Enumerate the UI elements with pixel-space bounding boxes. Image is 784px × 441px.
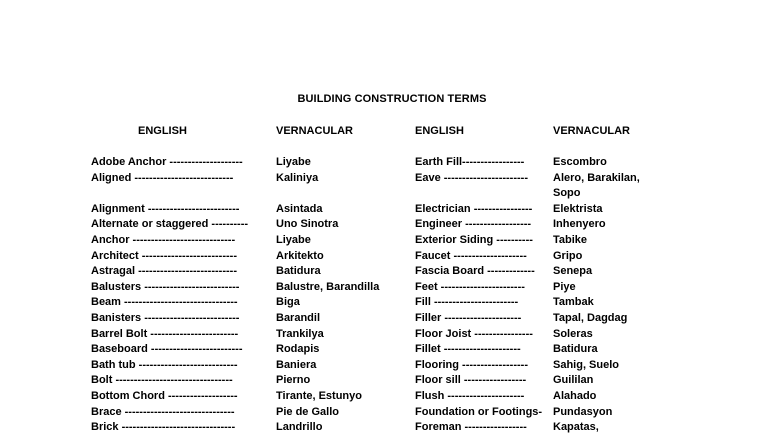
english-term: Beam -------------------------------	[91, 296, 238, 309]
english-term: Bolt --------------------------------	[91, 374, 233, 387]
english-term: Eave -----------------------	[415, 171, 528, 184]
english-term: Architect --------------------------	[91, 249, 237, 262]
english-term: Floor sill -----------------	[415, 374, 527, 387]
vernacular-term: Piye	[553, 280, 576, 293]
vernacular-term: Alero, Barakilan,	[553, 171, 640, 184]
column-header-english-1: ENGLISH	[138, 125, 187, 137]
english-term: Alignment -------------------------	[91, 202, 240, 215]
vernacular-term: Tambak	[553, 296, 594, 309]
english-term: Feet -----------------------	[415, 280, 525, 293]
vernacular-term: Pie de Gallo	[276, 405, 339, 418]
page-title: BUILDING CONSTRUCTION TERMS	[297, 93, 487, 105]
vernacular-term: Rodapis	[276, 343, 320, 356]
vernacular-term: Uno Sinotra	[276, 218, 339, 231]
vernacular-term: Tapal, Dagdag	[553, 311, 628, 324]
vernacular-term: Trankilya	[276, 327, 324, 340]
vernacular-term: Pierno	[276, 374, 311, 387]
vernacular-term: Arkitekto	[276, 249, 324, 262]
vernacular-term: Tirante, Estunyo	[276, 389, 362, 402]
english-term: Faucet --------------------	[415, 249, 527, 262]
vernacular-term: Batidura	[276, 265, 321, 278]
english-term: Balusters --------------------------	[91, 280, 240, 293]
english-term: Astragal ---------------------------	[91, 265, 237, 278]
vernacular-term: Elektrista	[553, 202, 603, 215]
english-terms-column-1	[91, 155, 266, 436]
vernacular-term: Liyabe	[276, 156, 311, 168]
english-term: Flush ---------------------	[415, 389, 525, 402]
vernacular-term: Gripo	[553, 249, 583, 262]
english-term: Aligned ---------------------------	[91, 171, 234, 184]
english-term: Bottom Chord -------------------	[91, 389, 238, 402]
vernacular-term: Liyabe	[276, 233, 311, 246]
vernacular-terms-column-2	[553, 155, 643, 436]
vernacular-term: Kaliniya	[276, 171, 319, 184]
english-term: Fascia Board -------------	[415, 265, 535, 278]
vernacular-term: Landrillo	[276, 421, 323, 434]
vernacular-term: Kapatas,	[553, 421, 599, 434]
english-term: Anchor ----------------------------	[91, 233, 236, 246]
column-header-vernacular-1: VERNACULAR	[276, 125, 353, 137]
english-term: Bath tub ---------------------------	[91, 358, 238, 371]
english-term: Flooring ------------------	[415, 358, 528, 371]
english-term: Foreman -----------------	[415, 421, 527, 434]
english-term: Adobe Anchor --------------------	[91, 156, 243, 168]
english-term: Banisters --------------------------	[91, 311, 240, 324]
english-term: Brick -------------------------------	[91, 421, 236, 434]
vernacular-term: Tabike	[553, 233, 588, 246]
vernacular-term: Escombro	[553, 156, 607, 168]
vernacular-term: Sopo	[553, 187, 581, 200]
vernacular-term: Biga	[276, 296, 300, 309]
column-header-vernacular-2: VERNACULAR	[553, 125, 630, 137]
vernacular-term: Pundasyon	[553, 405, 613, 418]
vernacular-term: Inhenyero	[553, 218, 606, 231]
vernacular-term	[276, 186, 406, 202]
vernacular-term: Senepa	[553, 265, 593, 278]
english-term: Fillet ---------------------	[415, 343, 521, 356]
column-header-english-2: ENGLISH	[415, 125, 464, 137]
english-term: Barrel Bolt ------------------------	[91, 327, 239, 340]
english-term: Filler ---------------------	[415, 311, 522, 324]
english-term: Electrician ----------------	[415, 202, 533, 215]
english-term: Fill -----------------------	[415, 296, 519, 309]
english-term: Brace ------------------------------	[91, 405, 235, 418]
english-term	[415, 186, 545, 202]
vernacular-term: Balustre, Barandilla	[276, 280, 380, 293]
vernacular-term: Barandil	[276, 311, 321, 324]
english-term: Floor Joist ----------------	[415, 327, 533, 340]
vernacular-term: Sahig, Suelo	[553, 358, 620, 371]
english-term: Engineer ------------------	[415, 218, 532, 231]
english-term: Foundation or Footings-	[415, 405, 543, 418]
english-term: Earth Fill-----------------	[415, 156, 525, 168]
english-term: Alternate or staggered ----------	[91, 218, 249, 231]
english-terms-column-2	[415, 155, 545, 436]
vernacular-terms-column-1	[276, 155, 406, 436]
english-term: Exterior Siding ----------	[415, 233, 533, 246]
vernacular-term: Asintada	[276, 202, 323, 215]
english-term: Baseboard -------------------------	[91, 343, 243, 356]
english-term	[91, 186, 266, 202]
vernacular-term: Baniera	[276, 358, 317, 371]
vernacular-term: Guililan	[553, 374, 594, 387]
vernacular-term: Soleras	[553, 327, 593, 340]
vernacular-term: Batidura	[553, 343, 598, 356]
vernacular-term: Alahado	[553, 389, 597, 402]
